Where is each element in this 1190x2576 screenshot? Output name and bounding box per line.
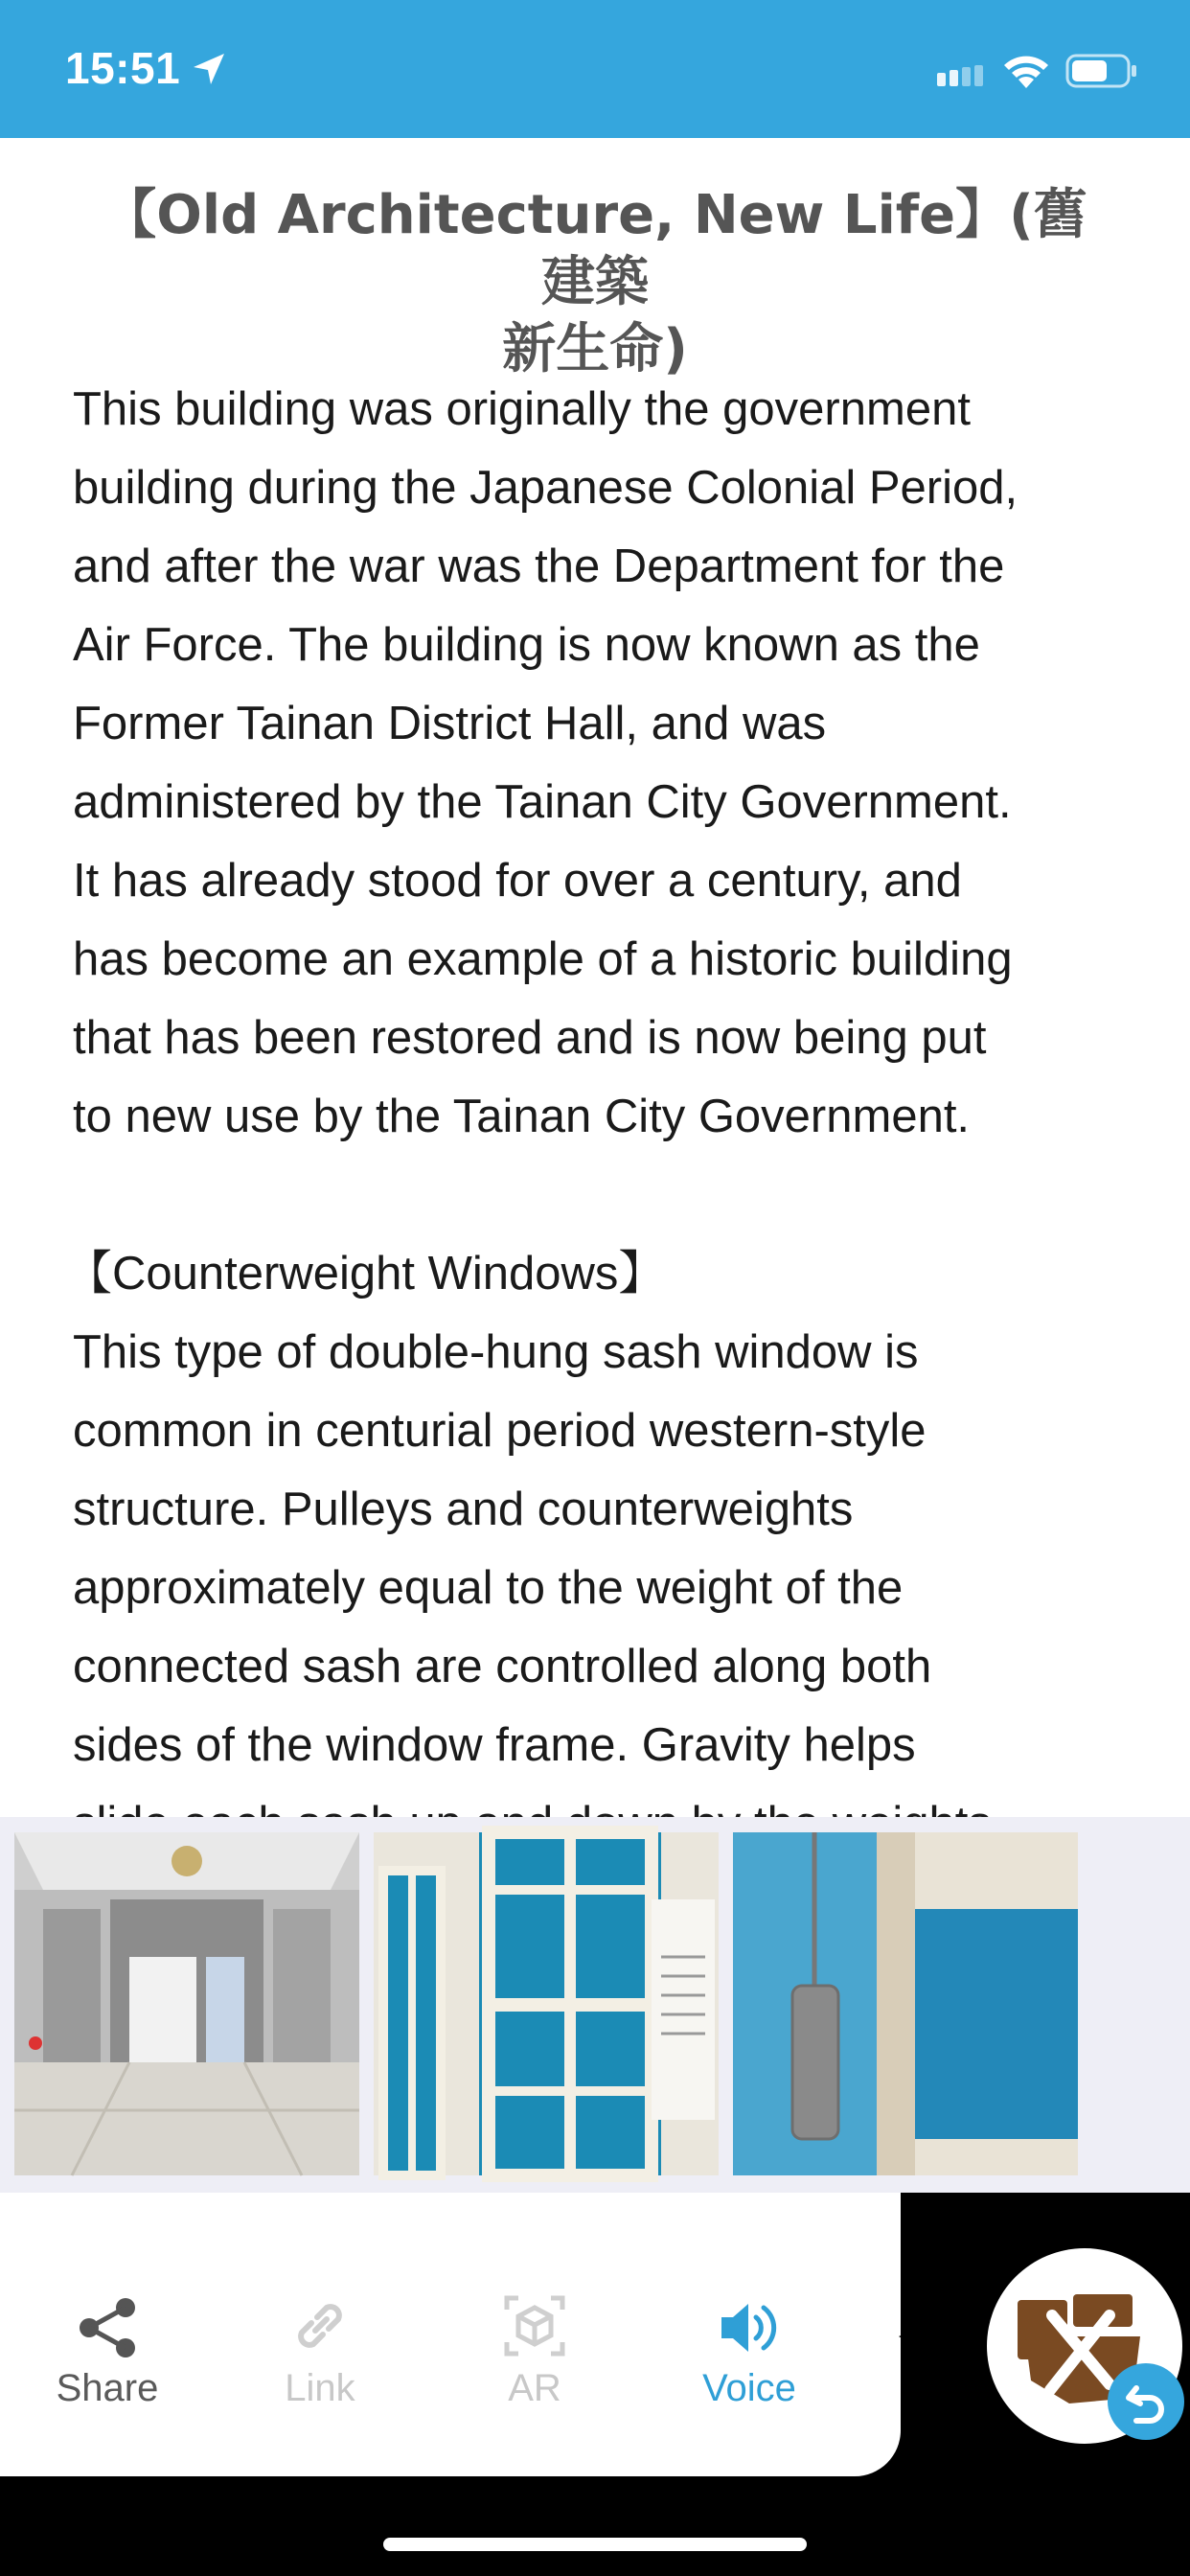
body-line: and after the war was the Department for the <box>73 540 1005 592</box>
ar-icon <box>458 2281 611 2358</box>
body-line: sides of the window frame. Gravity helps <box>73 1719 916 1771</box>
back-icon[interactable] <box>1108 2363 1184 2440</box>
body-line: common in centurial period western-style <box>73 1405 927 1457</box>
status-time: 15:51 <box>65 43 181 93</box>
body-line: to new use by the Tainan City Government. <box>73 1091 971 1142</box>
cellular-signal-icon <box>937 65 991 91</box>
gallery-image-lobby[interactable] <box>14 1832 359 2175</box>
article-body <box>65 370 1136 1863</box>
share-label: Share <box>56 2367 159 2409</box>
section-heading: 【Counterweight Windows】 <box>65 1248 666 1300</box>
link-icon <box>243 2281 397 2358</box>
voice-button[interactable] <box>673 2281 826 2410</box>
body-line: building during the Japanese Colonial Period, <box>73 462 1018 514</box>
body-line: administered by the Tainan City Government. <box>73 776 1012 828</box>
voice-label: Voice <box>702 2367 796 2409</box>
body-line: This building was originally the government <box>73 383 971 435</box>
body-line: It has already stood for over a century, and <box>73 855 962 907</box>
article-title-line: 新生命) <box>502 318 688 380</box>
battery-icon <box>1065 54 1138 93</box>
body-line: Air Force. The building is now known as the <box>73 619 980 671</box>
article-title-line: 【Old Architecture, New Life】(舊建築 <box>103 184 1087 313</box>
link-button[interactable] <box>243 2281 397 2410</box>
bottom-safe-area <box>0 2476 1190 2576</box>
share-button[interactable] <box>31 2281 184 2410</box>
gallery-image-window[interactable] <box>374 1832 719 2175</box>
article-content[interactable] <box>0 138 1190 1817</box>
gallery-image-counterweight[interactable] <box>733 1832 1078 2175</box>
location-arrow-icon <box>190 50 228 93</box>
link-label: Link <box>285 2367 355 2409</box>
body-line: has become an example of a historic building <box>73 933 1013 985</box>
toolbar-panel <box>0 2193 901 2476</box>
body-line: that has been restored and is now being put <box>73 1012 987 1064</box>
ar-button[interactable] <box>458 2281 611 2410</box>
body-line: structure. Pulleys and counterweights <box>73 1484 854 1535</box>
body-line: connected sash are controlled along both <box>73 1641 932 1692</box>
speaker-icon <box>673 2281 826 2358</box>
body-line: This type of double-hung sash window is <box>73 1326 919 1378</box>
article-title <box>77 182 1113 383</box>
status-bar <box>0 0 1190 138</box>
share-icon <box>31 2281 184 2358</box>
body-line: Former Tainan District Hall, and was <box>73 698 827 749</box>
body-line: approximately equal to the weight of the <box>73 1562 904 1614</box>
image-gallery[interactable] <box>0 1817 1190 2193</box>
wifi-icon <box>1002 52 1050 95</box>
home-indicator[interactable] <box>383 2538 807 2551</box>
ar-label: AR <box>508 2367 561 2409</box>
mascot-area <box>881 2193 1190 2476</box>
